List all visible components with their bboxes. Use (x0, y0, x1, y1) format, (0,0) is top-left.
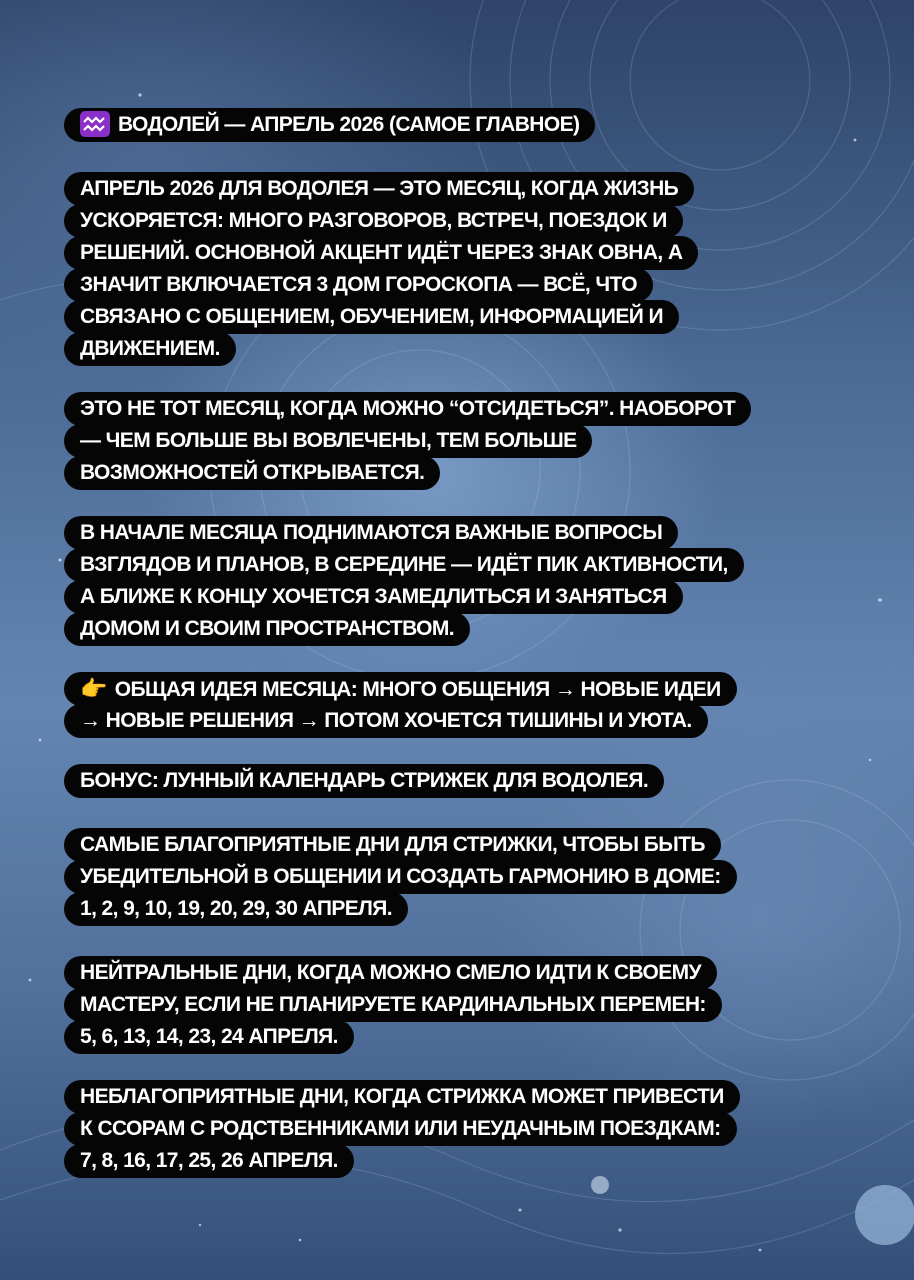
favorable-line-1: САМЫЕ БЛАГОПРИЯТНЫЕ ДНИ ДЛЯ СТРИЖКИ, ЧТОБЫ БЫТЬ (64, 828, 721, 862)
neutral-line-2: МАСТЕРУ, ЕСЛИ НЕ ПЛАНИРУЕТЕ КАРДИНАЛЬНЫХ ПЕРЕМЕН: (64, 988, 722, 1022)
idea-text-1: ОБЩАЯ ИДЕЯ МЕСЯЦА: МНОГО ОБЩЕНИЯ → НОВЫЕ ИДЕИ (114, 678, 721, 701)
intro-line-5: СВЯЗАНО С ОБЩЕНИЕМ, ОБУЧЕНИЕМ, ИНФОРМАЦИЕЙ И (64, 300, 679, 334)
neutral-line-3: 5, 6, 13, 14, 23, 24 АПРЕЛЯ. (64, 1020, 354, 1054)
pointing-hand-icon: 👉 (80, 676, 107, 701)
intro-line-2: УСКОРЯЕТСЯ: МНОГО РАЗГОВОРОВ, ВСТРЕЧ, ПОЕЗДОК И (64, 204, 683, 238)
unfavorable-line-2: К ССОРАМ С РОДСТВЕННИКАМИ ИЛИ НЕУДАЧНЫМ ПОЕЗДКАМ: (64, 1112, 737, 1146)
intro-line-4: ЗНАЧИТ ВКЛЮЧАЕТСЯ 3 ДОМ ГОРОСКОПА — ВСЁ, ЧТО (64, 268, 653, 302)
title-line (64, 108, 595, 142)
idea-line-2: → НОВЫЕ РЕШЕНИЯ → ПОТОМ ХОЧЕТСЯ ТИШИНЫ И УЮТА. (64, 704, 708, 738)
idea-line-1 (64, 672, 737, 706)
paragraph-3-line-4: ДОМОМ И СВОИМ ПРОСТРАНСТВОМ. (64, 612, 470, 646)
aquarius-symbol-icon (80, 111, 110, 137)
favorable-line-2: УБЕДИТЕЛЬНОЙ В ОБЩЕНИИ И СОЗДАТЬ ГАРМОНИЮ В ДОМЕ: (64, 860, 737, 894)
unfavorable-line-3: 7, 8, 16, 17, 25, 26 АПРЕЛЯ. (64, 1144, 354, 1178)
intro-line-3: РЕШЕНИЙ. ОСНОВНОЙ АКЦЕНТ ИДЁТ ЧЕРЕЗ ЗНАК ОВНА, А (64, 236, 698, 270)
favorable-line-3: 1, 2, 9, 10, 19, 20, 29, 30 АПРЕЛЯ. (64, 892, 408, 926)
paragraph-2-line-3: ВОЗМОЖНОСТЕЙ ОТКРЫВАЕТСЯ. (64, 456, 440, 490)
intro-line-6: ДВИЖЕНИЕМ. (64, 332, 236, 366)
paragraph-3-line-3: А БЛИЖЕ К КОНЦУ ХОЧЕТСЯ ЗАМЕДЛИТЬСЯ И ЗАНЯТЬСЯ (64, 580, 683, 614)
unfavorable-line-1: НЕБЛАГОПРИЯТНЫЕ ДНИ, КОГДА СТРИЖКА МОЖЕТ ПРИВЕСТИ (64, 1080, 740, 1114)
paragraph-3-line-1: В НАЧАЛЕ МЕСЯЦА ПОДНИМАЮТСЯ ВАЖНЫЕ ВОПРОСЫ (64, 516, 678, 550)
title-text: ВОДОЛЕЙ — АПРЕЛЬ 2026 (САМОЕ ГЛАВНОЕ) (118, 113, 580, 136)
paragraph-2-line-1: ЭТО НЕ ТОТ МЕСЯЦ, КОГДА МОЖНО “ОТСИДЕТЬСЯ”. НАОБОРОТ (64, 392, 751, 426)
neutral-line-1: НЕЙТРАЛЬНЫЕ ДНИ, КОГДА МОЖНО СМЕЛО ИДТИ К СВОЕМУ (64, 956, 717, 990)
bonus-line: БОНУС: ЛУННЫЙ КАЛЕНДАРЬ СТРИЖЕК ДЛЯ ВОДОЛЕЯ. (64, 764, 664, 798)
paragraph-2-line-2: — ЧЕМ БОЛЬШЕ ВЫ ВОВЛЕЧЕНЫ, ТЕМ БОЛЬШЕ (64, 424, 592, 458)
intro-line-1: АПРЕЛЬ 2026 ДЛЯ ВОДОЛЕЯ — ЭТО МЕСЯЦ, КОГДА ЖИЗНЬ (64, 172, 694, 206)
paragraph-3-line-2: ВЗГЛЯДОВ И ПЛАНОВ, В СЕРЕДИНЕ — ИДЁТ ПИК АКТИВНОСТИ, (64, 548, 744, 582)
